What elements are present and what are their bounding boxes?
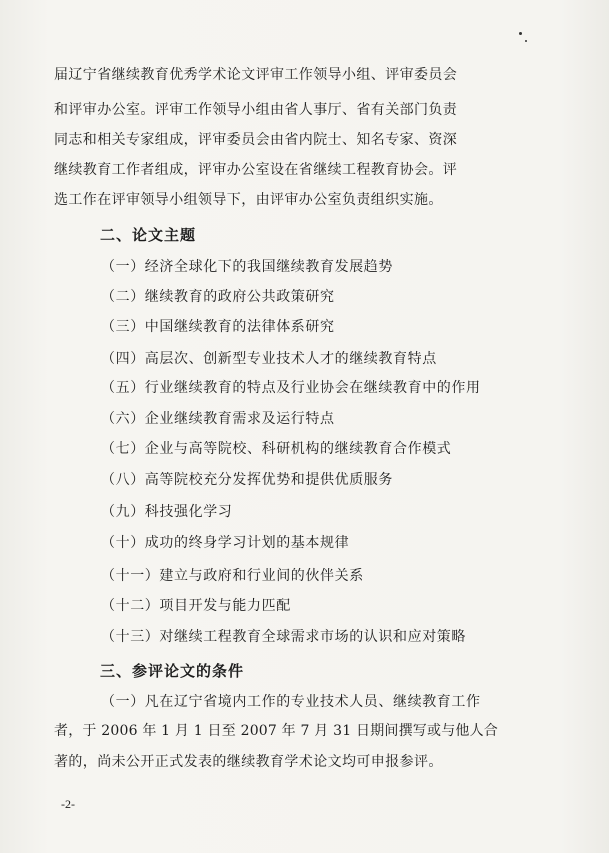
paragraph-line: 届辽宁省继续教育优秀学术论文评审工作领导小组、评审委员会: [54, 67, 458, 83]
paragraph-line: 继续教育工作者组成，评审办公室设在省继续工程教育协会。评: [54, 162, 458, 178]
section-heading: 三、参评论文的条件: [100, 662, 245, 680]
topic-item: （三）中国继续教育的法律体系研究: [101, 319, 335, 335]
topic-item: （十）成功的终身学习计划的基本规律: [101, 535, 350, 551]
topic-item: （五）行业继续教育的特点及行业协会在继续教育中的作用: [101, 380, 481, 396]
scan-speck: [525, 40, 527, 42]
topic-item: （二）继续教育的政府公共政策研究: [101, 289, 335, 305]
topic-item: （一）经济全球化下的我国继续教育发展趋势: [101, 259, 393, 275]
topic-item: （八）高等院校充分发挥优势和提供优质服务: [101, 472, 393, 488]
page-number: -2-: [61, 797, 75, 811]
paragraph-line: 和评审办公室。评审工作领导小组由省人事厅、省有关部门负责: [54, 102, 458, 118]
topic-item: （六）企业继续教育需求及运行特点: [101, 411, 335, 427]
topic-item: （十一）建立与政府和行业间的伙伴关系: [101, 568, 364, 584]
condition-line: 者，于 2006 年 1 月 1 日至 2007 年 7 月 31 日期间撰写或与他人合: [54, 723, 498, 739]
topic-item: （四）高层次、创新型专业技术人才的继续教育特点: [101, 351, 437, 367]
condition-line: （一）凡在辽宁省境内工作的专业技术人员、继续教育工作: [101, 694, 481, 710]
topic-item: （七）企业与高等院校、科研机构的继续教育合作模式: [101, 441, 452, 457]
topic-item: （九）科技强化学习: [101, 504, 233, 520]
paragraph-line: 同志和相关专家组成，评审委员会由省内院士、知名专家、资深: [54, 132, 458, 148]
topic-item: （十三）对继续工程教育全球需求市场的认识和应对策略: [101, 629, 466, 645]
paragraph-line: 选工作在评审领导小组领导下，由评审办公室负责组织实施。: [54, 192, 443, 208]
condition-line: 著的，尚未公开正式发表的继续教育学术论文均可申报参评。: [54, 754, 443, 770]
scan-speck: [519, 32, 522, 35]
section-heading: 二、论文主题: [100, 226, 197, 244]
topic-item: （十二）项目开发与能力匹配: [101, 598, 291, 614]
